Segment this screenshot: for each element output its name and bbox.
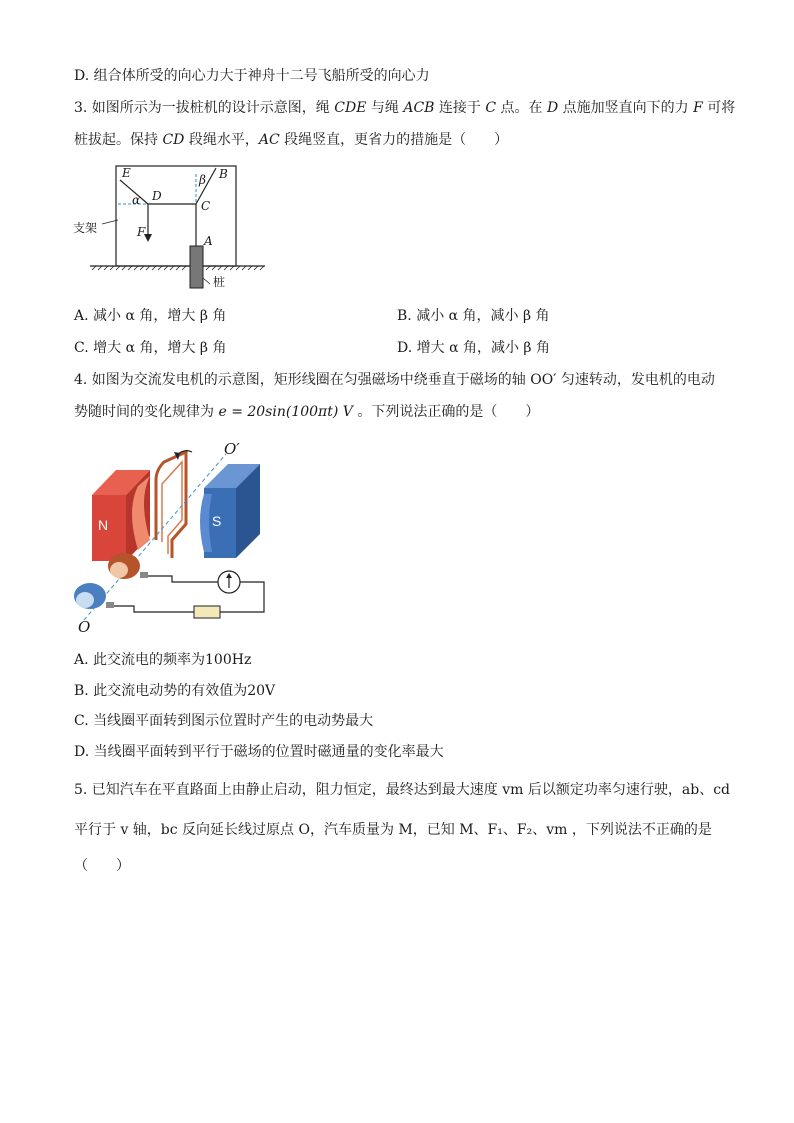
label-a: A xyxy=(204,234,213,248)
q3-option-d: D. 增大 α 角，减小 β 角 xyxy=(397,340,550,356)
q4-option-c: C. 当线圈平面转到图示位置时产生的电动势最大 xyxy=(74,713,374,729)
q3-stem-1g: 点。在 xyxy=(496,100,547,116)
q3-stem-1i: 点施加竖直向下的力 xyxy=(558,100,694,116)
slip-ring-inner-1 xyxy=(110,562,128,578)
q5-stem-line3: （ ） xyxy=(74,858,130,874)
q4-option-d: D. 当线圈平面转到平行于磁场的位置时磁通量的变化率最大 xyxy=(74,744,444,760)
q3-stem-2a: 桩拔起。保持 xyxy=(74,132,163,148)
ac-generator-diagram xyxy=(64,440,274,640)
q4-stem-line2 xyxy=(74,402,539,422)
q3-stem-1f: C xyxy=(485,100,497,116)
label-support: 支架 xyxy=(73,221,98,235)
pile-puller-figure xyxy=(70,160,280,292)
brush-1 xyxy=(140,572,148,578)
support-frame xyxy=(116,166,236,266)
pile-puller-diagram xyxy=(70,160,280,292)
q3-stem-1d: ACB xyxy=(403,100,435,116)
q4-option-a: A. 此交流电的频率为100Hz xyxy=(74,652,252,668)
q3-stem-1b: CDE xyxy=(334,100,367,116)
circuit-wire-top xyxy=(148,576,264,606)
label-pile: 桩 xyxy=(213,275,226,289)
q3-stem-2e: 段绳竖直，更省力的措施是（ ） xyxy=(279,132,509,148)
q2-option-d: D. 组合体所受的向心力大于神舟十二号飞船所受的向心力 xyxy=(74,68,430,84)
label-c: C xyxy=(201,199,211,213)
label-beta: β xyxy=(199,173,206,187)
q3-stem-line1 xyxy=(74,98,735,118)
q3-stem-line2 xyxy=(74,130,508,150)
slip-ring-inner-2 xyxy=(76,592,94,608)
q4-option-b: B. 此交流电动势的有效值为20V xyxy=(74,683,276,699)
q4-stem-2a: 势随时间的变化规律为 xyxy=(74,404,219,420)
q3-stem-1a: 3. 如图所示为一拔桩机的设计示意图，绳 xyxy=(74,100,335,116)
q4-stem-line1: 4. 如图为交流发电机的示意图，矩形线圈在匀强磁场中绕垂直于磁场的轴 OO′ 匀速转动，发电机的电动 xyxy=(74,372,715,388)
q3-stem-1j: F xyxy=(693,100,703,116)
q3-option-c: C. 增大 α 角，增大 β 角 xyxy=(74,340,227,356)
q3-stem-1c: 与绳 xyxy=(366,100,404,116)
label-d: D xyxy=(152,189,162,203)
label-o-prime: O′ xyxy=(224,440,240,458)
pile-leader xyxy=(203,278,210,284)
label-o: O xyxy=(78,618,91,636)
q3-stem-2c: 段绳水平， xyxy=(184,132,259,148)
label-e: E xyxy=(122,166,131,180)
q3-stem-1h: D xyxy=(546,100,559,116)
circuit-wire-bottom-right xyxy=(220,606,264,612)
label-n: N xyxy=(98,517,109,533)
ground-hatch xyxy=(92,266,264,270)
brush-2 xyxy=(106,602,114,608)
label-alpha: α xyxy=(132,193,141,207)
resistor xyxy=(194,606,220,618)
circuit-wire-bottom-left xyxy=(114,606,194,612)
q4-emf-formula: e = 20sin(100πt) V xyxy=(218,404,353,420)
q3-option-b: B. 减小 α 角，减小 β 角 xyxy=(397,308,550,324)
q3-stem-2b: CD xyxy=(162,132,185,148)
q3-stem-2d: AC xyxy=(258,132,280,148)
q3-option-a: A. 减小 α 角，增大 β 角 xyxy=(74,308,227,324)
q3-stem-1k: 可将 xyxy=(702,100,736,116)
q5-stem-line2: 平行于 v 轴，bc 反向延长线过原点 O，汽车质量为 M，已知 M、F₁、F₂、vm ，下列说法不正确的是 xyxy=(74,822,712,838)
label-f: F xyxy=(137,225,146,239)
ac-generator-figure xyxy=(64,440,274,640)
q3-stem-1e: 连接于 xyxy=(434,100,486,116)
label-b: B xyxy=(219,167,228,181)
label-s: S xyxy=(212,513,222,529)
q5-stem-line1: 5. 已知汽车在平直路面上由静止启动，阻力恒定，最终达到最大速度 vm 后以额定功率匀速行驶，ab、cd xyxy=(74,782,731,798)
q4-stem-2c: 。下列说法正确的是（ ） xyxy=(352,404,540,420)
pile xyxy=(190,246,203,288)
